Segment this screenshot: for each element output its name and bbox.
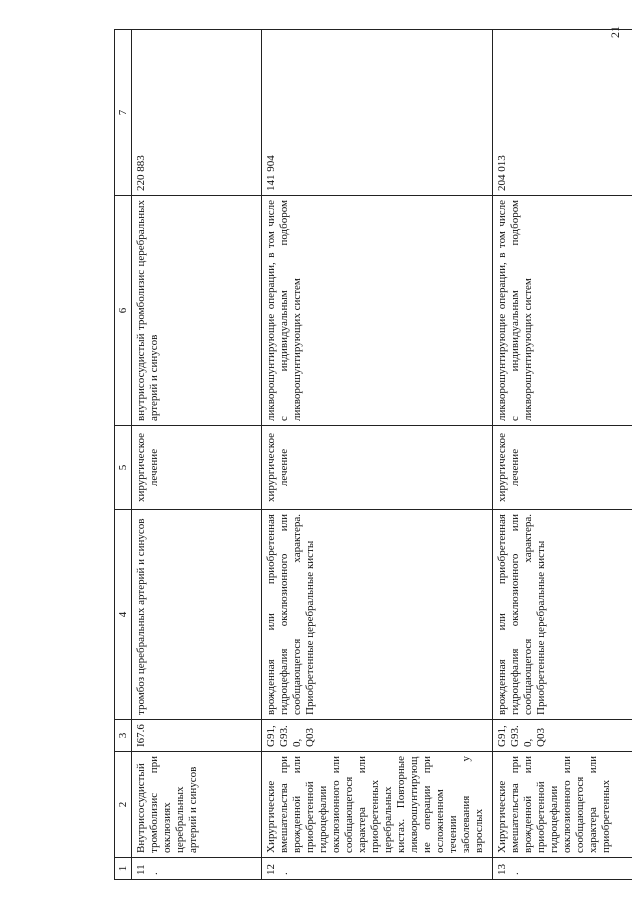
diagnosis: врожденная или приобретенная гидроцефалия окклюзионного или сообщающегося характера. Приобретенные церебральные кисты (493, 510, 633, 720)
column-header: 3 (115, 720, 132, 752)
treatment-method: ликворошунтирующие операции, в том числе с индивидуальным подбором ликворошунтирующих систем (262, 196, 493, 426)
row-number: 13. (493, 858, 633, 880)
column-header: 2 (115, 752, 132, 858)
treatment-method: ликворошунтирующие операции, в том числе с индивидуальным подбором ликворошунтирующих систем (493, 196, 633, 426)
table-row (132, 30, 262, 880)
treatment-type: хирургическое лечение (262, 426, 493, 510)
icd-code: I67.6 (132, 720, 262, 752)
service-name: Хирургические вмешательства при врожденной или приобретенной гидроцефалии окклюзионного или сообщающегося характера или приобретенных (493, 752, 633, 858)
treatment-type: хирургическое лечение (493, 426, 633, 510)
icd-code: G91, G93.0, Q03 (493, 720, 633, 752)
service-name: Внутрисосудистый тромболизис при окклюзиях церебральных артерий и синусов (132, 752, 262, 858)
row-number: 12. (262, 858, 493, 880)
table-row (493, 30, 633, 880)
table-row (262, 30, 493, 880)
column-header: 4 (115, 510, 132, 720)
service-name: Хирургические вмешательства при врожденной или приобретенной гидроцефалии окклюзионного или сообщающегося характера или приобретенных церебральных кистах. Повторные ликворошунтирующие операции при осложненном течении заболевания у взрослых (262, 752, 493, 858)
row-number: 11. (132, 858, 262, 880)
icd-code: G91, G93.0, Q03 (262, 720, 493, 752)
treatment-type: хирургическое лечение (132, 426, 262, 510)
column-header: 7 (115, 30, 132, 196)
diagnosis: врожденная или приобретенная гидроцефалия окклюзионного или сообщающегося характера. Приобретенные церебральные кисты (262, 510, 493, 720)
treatment-method: внутрисосудистый тромболизис церебральных артерий и синусов (132, 196, 262, 426)
column-header: 5 (115, 426, 132, 510)
services-table (114, 29, 632, 880)
column-header: 1 (115, 858, 132, 880)
page-number: 21 (608, 26, 622, 38)
rotated-table-sheet (114, 30, 624, 880)
cost: 220 883 (132, 30, 262, 196)
cost: 204 013 (493, 30, 633, 196)
diagnosis: тромбоз церебральных артерий и синусов (132, 510, 262, 720)
column-header: 6 (115, 196, 132, 426)
table-header-row (115, 30, 132, 880)
cost: 141 904 (262, 30, 493, 196)
